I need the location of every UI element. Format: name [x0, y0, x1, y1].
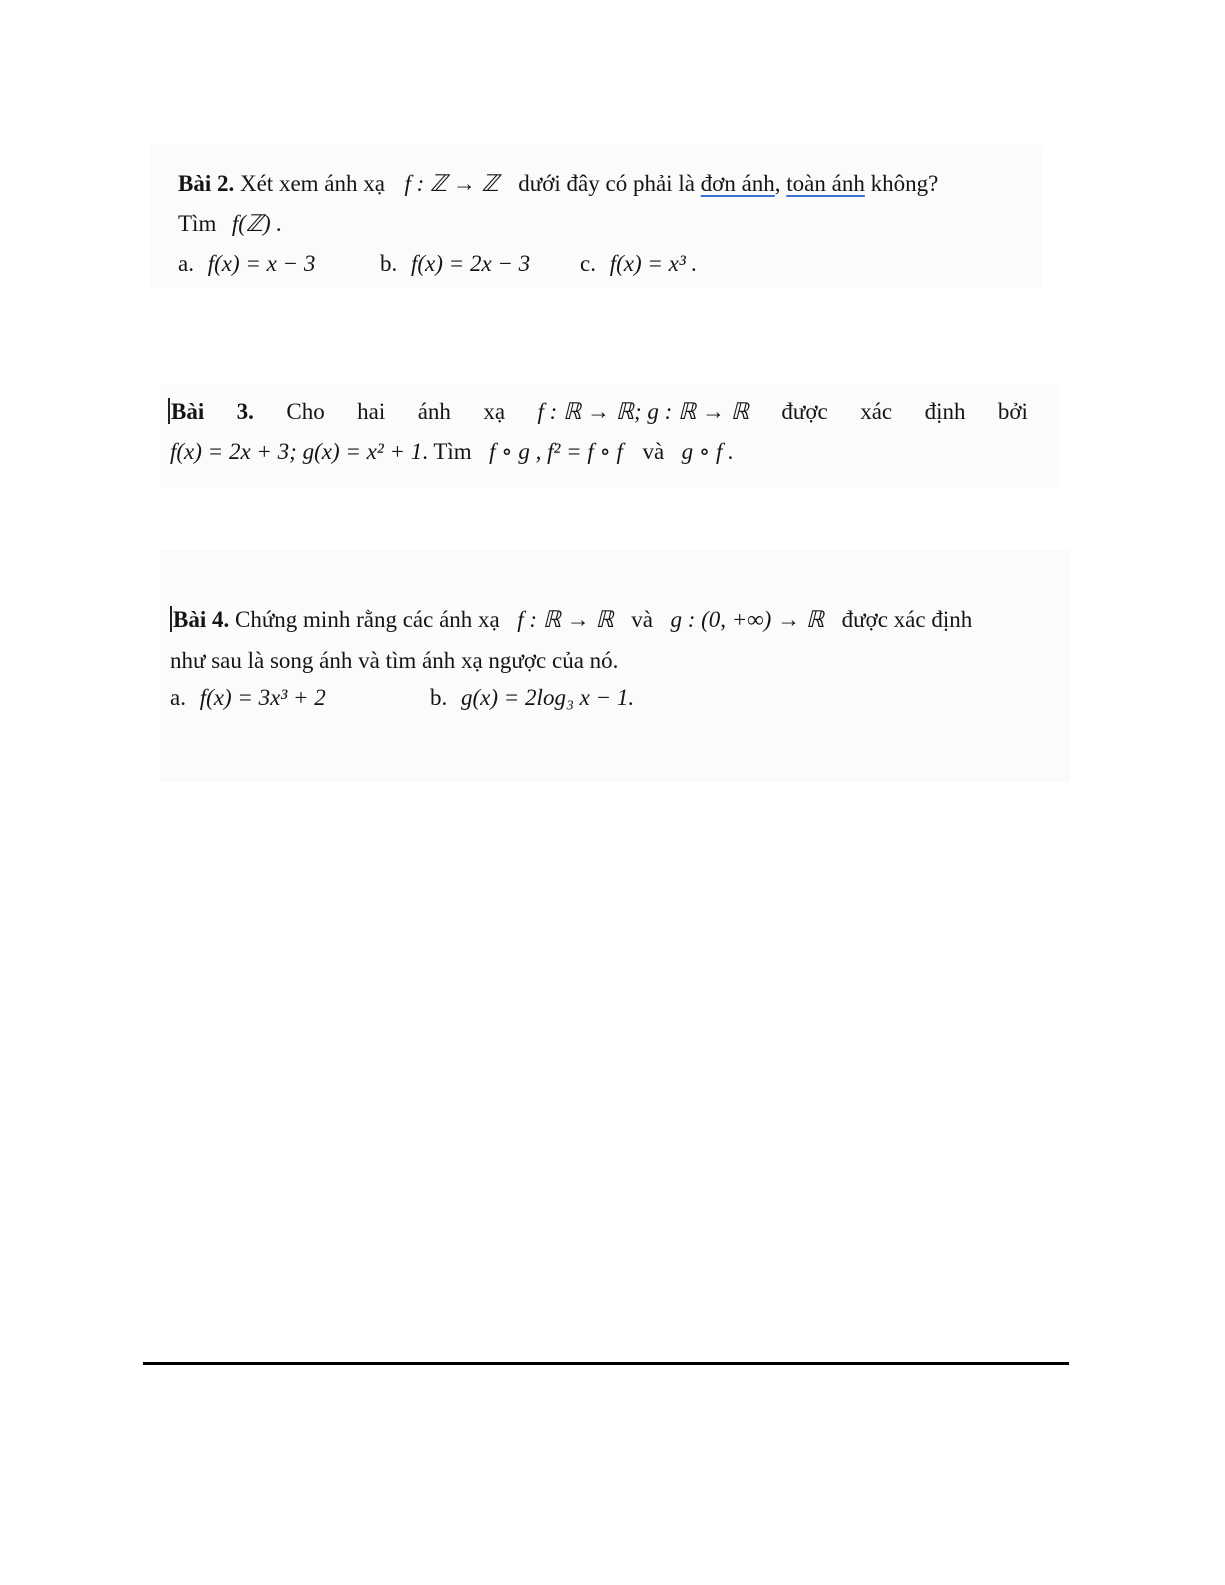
- exercise-3-line-2: [170, 437, 734, 467]
- exercise-3-number: 3.: [236, 399, 254, 424]
- exercise-2-find: Tìm: [178, 211, 217, 236]
- word: xác: [860, 399, 893, 424]
- exercise-3-and: và: [642, 439, 665, 464]
- exercise-2-image: f(ℤ) .: [231, 211, 283, 236]
- exercise-4-item-b: [430, 683, 634, 713]
- exercise-2-item-b: [380, 249, 530, 279]
- item-label: a.: [178, 251, 194, 276]
- word: định: [924, 399, 966, 424]
- item-formula: g(x) = 2log₃ x − 1.: [461, 685, 635, 710]
- bottom-rule: [143, 1362, 1069, 1365]
- exercise-3-definitions: f(x) = 2x + 3; g(x) = x² + 1: [170, 439, 423, 464]
- item-label: b.: [380, 251, 398, 276]
- exercise-2-block: [150, 145, 1043, 288]
- exercise-4-text-1: Chứng minh rằng các ánh xạ: [234, 607, 500, 632]
- exercise-4-map-f: f : ℝ → ℝ: [517, 607, 614, 632]
- exercise-2-text-2: dưới đây có phải là: [518, 171, 695, 196]
- exercise-4-text-3: được xác định: [841, 607, 973, 632]
- exercise-4-map-g: g : (0, +∞) → ℝ: [670, 607, 825, 632]
- text-cursor: [170, 606, 172, 632]
- exercise-4-line-2: như sau là song ánh và tìm ánh xạ ngược của nó.: [170, 648, 619, 673]
- item-formula: f(x) = 2x − 3: [411, 251, 531, 276]
- exercise-2-item-a: [178, 249, 315, 279]
- exercise-2-surjective: toàn ánh: [786, 171, 865, 196]
- exercise-3-block: [160, 385, 1060, 487]
- word: hai: [357, 399, 386, 424]
- word: ánh: [417, 399, 451, 424]
- exercise-3-composition-gf: g ∘ f .: [681, 439, 734, 464]
- exercise-2-text-4: không?: [870, 171, 939, 196]
- exercise-3-heading-word: Bài: [168, 397, 204, 427]
- item-label: b.: [430, 685, 448, 710]
- exercise-2-line-1: [178, 169, 938, 199]
- exercise-3-line-1: [168, 397, 1028, 427]
- text-cursor: [168, 398, 170, 424]
- item-label: c.: [580, 251, 596, 276]
- exercise-3-find: . Tìm: [422, 439, 472, 464]
- exercise-2-map: f : ℤ → ℤ: [404, 171, 499, 196]
- exercise-2-line-2: [178, 209, 282, 239]
- word: Cho: [286, 399, 325, 424]
- exercise-2-heading: Bài 2.: [178, 171, 235, 196]
- item-formula: f(x) = 3x³ + 2: [199, 685, 326, 710]
- exercise-2-injective: đơn ánh: [700, 171, 775, 196]
- word: xạ: [483, 399, 506, 424]
- item-formula: f(x) = x³ .: [609, 251, 698, 276]
- item-label: a.: [170, 685, 186, 710]
- exercise-4-line-1: [170, 605, 972, 635]
- exercise-2-item-c: [580, 249, 697, 279]
- exercise-4-and: và: [631, 607, 653, 632]
- exercise-2-text-1: Xét xem ánh xạ: [239, 171, 385, 196]
- exercise-4-item-a: [170, 683, 326, 713]
- word: bởi: [997, 399, 1028, 424]
- exercise-4-heading: Bài 4.: [173, 607, 230, 632]
- item-formula: f(x) = x − 3: [207, 251, 316, 276]
- exercise-4-block: [160, 550, 1070, 782]
- word: được: [781, 399, 828, 424]
- exercise-3-compositions: f ∘ g , f² = f ∘ f: [489, 439, 623, 464]
- exercise-3-maps: f : ℝ → ℝ; g : ℝ → ℝ: [537, 399, 749, 424]
- exercise-2-comma: ,: [774, 171, 781, 196]
